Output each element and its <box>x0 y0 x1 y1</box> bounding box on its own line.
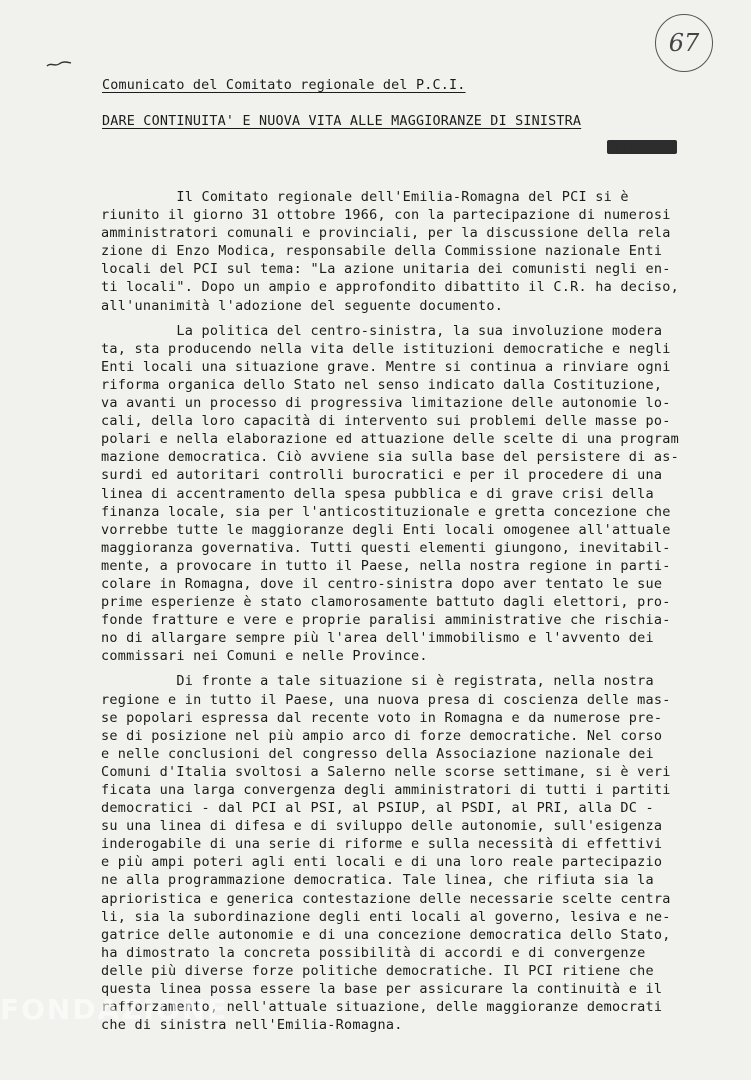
text-line: surdi ed autoritari controlli burocratici e per il procedere di una <box>101 467 663 484</box>
document-title: Comunicato del Comitato regionale del P.C.I. <box>102 78 466 93</box>
paragraph <box>101 188 711 315</box>
text-line: no di allargare sempre più l'area dell'immobilismo e l'avvento dei <box>101 630 654 647</box>
text-line: all'unanimità l'adozione del seguente documento. <box>101 297 504 314</box>
text-line: aprioristica e generica contestazione delle necessarie scelte centra <box>101 890 671 907</box>
text-line: ti locali". Dopo un ampio e approfondito dibattito il C.R. ha deciso, <box>101 279 680 296</box>
paragraph <box>101 322 711 666</box>
text-line: polari e nella elaborazione ed attuazione delle scelte di una program <box>101 431 680 448</box>
text-line: e nelle conclusioni del congresso della Associazione nazionale dei <box>101 745 654 762</box>
redacted-word: Bologna <box>607 140 677 154</box>
text-line: rafforzamento, nell'attuale situazione, delle maggioranze democrati <box>101 999 663 1016</box>
text-line: Enti locali una situazione grave. Mentre si continua a rinviare ogni <box>101 358 671 375</box>
text-line: maggioranza governativa. Tutti questi elementi giungono, inevitabil- <box>101 539 671 556</box>
text-line: che di sinistra nell'Emilia-Romagna. <box>101 1017 403 1034</box>
text-line: zione di Enzo Modica, responsabile della Commissione nazionale Enti <box>101 243 663 260</box>
watermark: FONDAZIONE <box>0 993 229 1026</box>
text-line: colare in Romagna, dove il centro-sinistra dopo aver tentato le sue <box>101 575 663 592</box>
text-line: riunito il giorno 31 ottobre 1966, con la partecipazione di numerosi <box>101 207 671 224</box>
text-line: ha dimostrato la concreta possibilità di accordi e di convergenze <box>101 944 646 961</box>
text-line: prime esperienze è stato clamorosamente battuto dagli elettori, pro- <box>101 594 671 611</box>
text-line: ficata una larga convergenza degli amministratori di tutti i partiti <box>101 782 671 798</box>
text-line: li, sia la subordinazione degli enti locali al governo, lesiva e ne- <box>101 908 671 925</box>
text-line: ta, sta producendo nella vita delle istituzioni democratiche e negli <box>101 340 671 357</box>
text-line: Di fronte a tale situazione si è registrata, nella nostra <box>101 673 654 690</box>
text-line: Il Comitato regionale dell'Emilia-Romagna del PCI si è <box>101 189 629 205</box>
text-line: riforma organica dello Stato nel senso indicato dalla Costituzione, <box>101 376 663 393</box>
text-line: amministratori comunali e provinciali, per la discussione della rela <box>101 225 671 242</box>
text-line: inderogabile di una serie di riforme e sulla necessità di effettivi <box>101 836 663 853</box>
text-line: se di posizione nel più ampio arco di forze democratiche. Nel corso <box>101 727 663 744</box>
text-line: finanza locale, sia per l'anticostituzionale e gretta concezione che <box>101 503 671 520</box>
text-line: Comuni d'Italia svoltosi a Salerno nelle scorse settimane, si è veri <box>101 763 671 780</box>
text-line: mazione democratica. Ciò avviene sia sulla base del persistere di as- <box>101 449 680 466</box>
document-headline: DARE CONTINUITA' E NUOVA VITA ALLE MAGGIORANZE DI SINISTRA <box>102 114 582 129</box>
body-text <box>101 188 711 1034</box>
text-line: va avanti un processo di progressiva limitazione delle autonomie lo- <box>101 395 671 412</box>
text-line: gatrice delle autonomie e di una concezione democratica dello Stato, <box>101 926 671 943</box>
paragraph-gap <box>101 665 711 672</box>
page-number-stamp: 67 <box>655 14 713 72</box>
text-line: fonde fratture e vere e proprie paralisi amministrative che rischia- <box>101 612 671 629</box>
text-line: vorrebbe tutte le maggioranze degli Enti locali omogenee all'attuale <box>101 521 671 538</box>
text-line: commissari nei Comuni e nelle Province. <box>101 648 428 665</box>
text-line: su una linea di difesa e di sviluppo delle autonomie, sull'esigenza <box>101 818 663 835</box>
text-line: locali del PCI sul tema: "La azione unitaria dei comunisti negli en- <box>101 261 671 278</box>
text-line: questa linea possa essere la base per assicurare la continuità e il <box>101 981 663 998</box>
text-line: mente, a provocare in tutto il Paese, nella nostra regione in parti- <box>101 557 671 574</box>
text-line: e più ampi poteri agli enti locali e di una loro reale partecipazio <box>101 854 663 871</box>
text-line: ne alla programmazione democratica. Tale linea, che rifiuta sia la <box>101 872 654 889</box>
pen-mark-icon <box>46 59 72 69</box>
text-line: cali, della loro capacità di intervento sui problemi delle masse po- <box>101 413 671 430</box>
paragraph-gap <box>101 315 711 322</box>
text-line: delle più diverse forze politiche democratiche. Il PCI ritiene che <box>101 962 654 979</box>
text-line: democratici - dal PCI al PSI, al PSIUP, al PSDI, al PRI, alla DC - <box>101 800 654 817</box>
text-line: se popolari espressa dal recente voto in Romagna e da numerose pre- <box>101 709 663 726</box>
text-line: La politica del centro-sinistra, la sua involuzione modera <box>101 322 663 339</box>
text-line: regione e in tutto il Paese, una nuova presa di coscienza delle mas- <box>101 691 671 708</box>
text-line: linea di accentramento della spesa pubblica e di grave crisi della <box>101 485 654 502</box>
paragraph <box>101 672 711 1034</box>
